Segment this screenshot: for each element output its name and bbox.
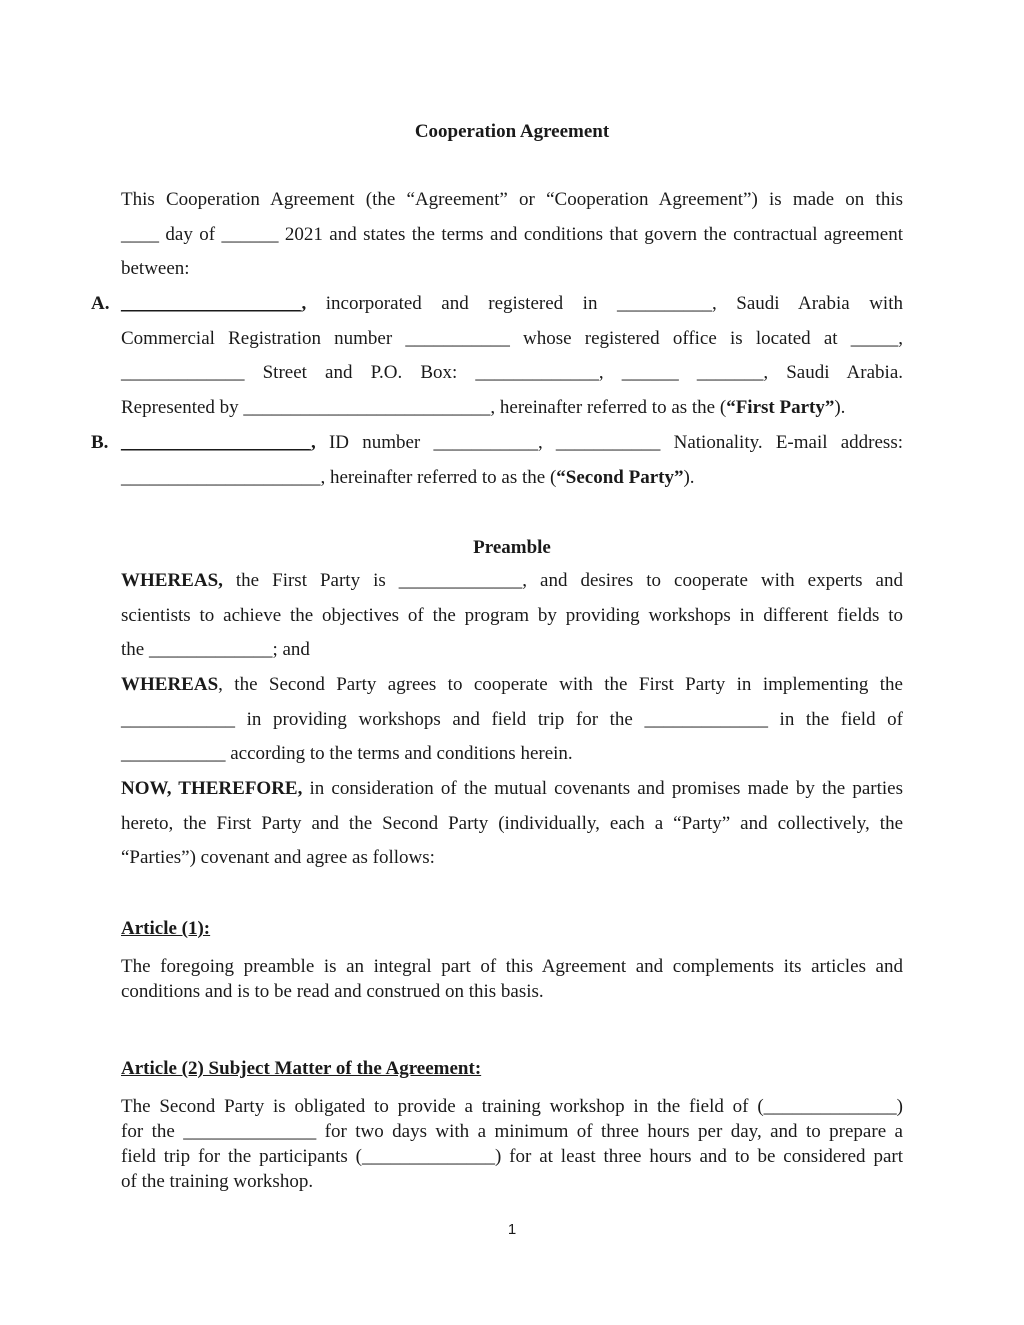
party-a-paragraph	[121, 287, 903, 426]
page-number: 1	[507, 1221, 517, 1238]
preamble-now-therefore	[121, 772, 903, 876]
article-2-line: field trip for the participants (______________) for at least three hours and to be considered part	[121, 1146, 903, 1167]
party-b-name-blank: ____________________,	[121, 432, 316, 453]
second-party-term: “Second Party”	[556, 466, 684, 488]
party-a-line: Represented by __________________________, hereinafter referred to as the (“First Party”).	[121, 397, 846, 419]
intro-line: ____ day of ______ 2021 and states the terms and conditions that govern the contractual agreement	[121, 223, 903, 245]
preamble-whereas-1	[121, 564, 903, 668]
preamble-line: WHEREAS, the Second Party agrees to cooperate with the First Party in implementing the	[121, 674, 903, 695]
preamble-line: the _____________; and	[121, 639, 310, 661]
article-1-body	[121, 954, 903, 1004]
article-1-heading: Article (1):	[121, 918, 211, 939]
party-a-name-blank: ___________________,	[121, 293, 307, 314]
article-2-body	[121, 1094, 903, 1194]
preamble-line: WHEREAS, the First Party is _____________, and desires to cooperate with experts and	[121, 570, 903, 591]
article-2-line: The Second Party is obligated to provide a training workshop in the field of (______________)	[121, 1096, 903, 1117]
article-2-line: of the training workshop.	[121, 1171, 314, 1192]
preamble-whereas-2	[121, 668, 903, 772]
article-2-line: for the ______________ for two days with a minimum of three hours per day, and to prepare a	[121, 1121, 903, 1142]
preamble-line: NOW, THEREFORE, in consideration of the mutual covenants and promises made by the parties	[121, 778, 903, 799]
preamble-line: scientists to achieve the objectives of the program by providing workshops in different fields to	[121, 604, 903, 626]
party-a-line: _____________ Street and P.O. Box: _____________, ______ _______, Saudi Arabia.	[121, 362, 903, 384]
party-a-marker: A.	[91, 293, 110, 314]
article-2-heading: Article (2) Subject Matter of the Agreement:	[121, 1058, 482, 1079]
party-a-line: ___________________, incorporated and registered in __________, Saudi Arabia with	[121, 293, 903, 314]
intro-line: This Cooperation Agreement (the “Agreement” or “Cooperation Agreement”) is made on this	[121, 189, 903, 210]
party-b-line: ____________________, ID number ___________, ___________ Nationality. E-mail address:	[121, 432, 903, 453]
party-a-line: Commercial Registration number ___________ whose registered office is located at _____,	[121, 327, 903, 349]
document-title: Cooperation Agreement	[414, 121, 610, 142]
party-b-line: _____________________, hereinafter referred to as the (“Second Party”).	[121, 466, 695, 488]
intro-line: between:	[121, 258, 190, 280]
first-party-term: “First Party”	[726, 397, 835, 419]
preamble-heading: Preamble	[473, 537, 551, 558]
party-b-paragraph	[121, 426, 903, 495]
intro-paragraph	[121, 183, 903, 287]
preamble-line: hereto, the First Party and the Second Party (individually, each a “Party” and collectively, the	[121, 812, 903, 834]
article-1-line: conditions and is to be read and construed on this basis.	[121, 981, 544, 1002]
preamble-line: “Parties”) covenant and agree as follows:	[121, 847, 435, 869]
preamble-line: ____________ in providing workshops and field trip for the _____________ in the field of	[121, 708, 903, 730]
party-b-marker: B.	[91, 432, 109, 453]
preamble-line: ___________ according to the terms and conditions herein.	[121, 743, 573, 765]
article-1-line: The foregoing preamble is an integral part of this Agreement and complements its articles and	[121, 956, 903, 977]
